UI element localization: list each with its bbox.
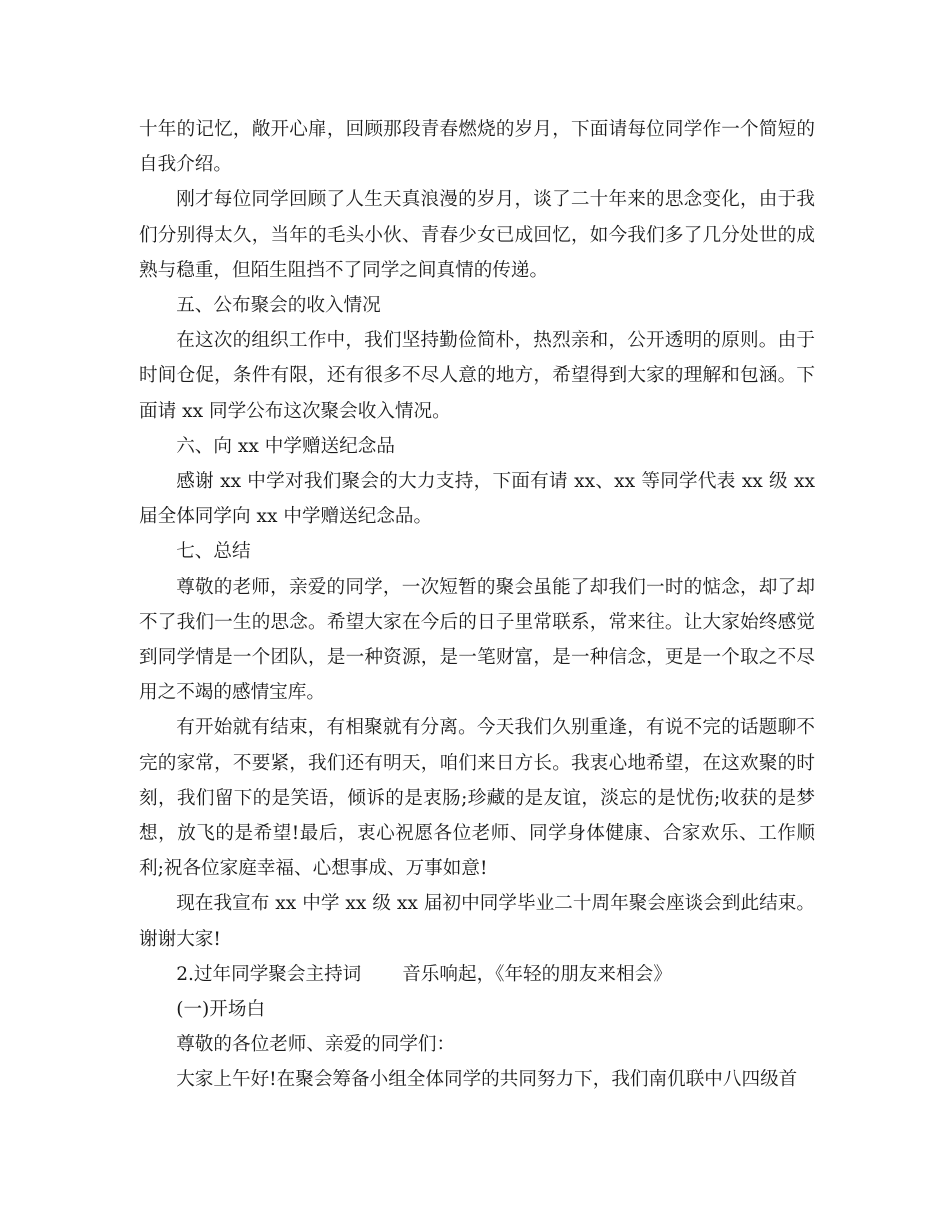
section-heading-income: 五、公布聚会的收入情况 — [176, 295, 381, 317]
paragraph-closing: 现在我宣布 xx 中学 xx 级 xx 届初中同学毕业二十周年聚会座谈会到此结束。谢谢大家! — [139, 893, 815, 950]
subsection-heading-opening: (一)开场白 — [176, 999, 266, 1021]
paragraph-greeting: 大家上午好!在聚会筹备小组全体同学的共同努力下，我们南仉联中八四级首 — [176, 1069, 798, 1091]
salutation-line: 尊敬的各位老师、亲爱的同学们： — [176, 1034, 456, 1056]
section-heading-summary: 七、总结 — [176, 541, 251, 563]
paragraph-summary: 尊敬的老师，亲爱的同学，一次短暂的聚会虽能了却我们一时的惦念，却了却不了我们一生的思念。希望大家在今后的日子里常联系，常来往。让大家始终感觉到同学情是一个团队，是一种资源，是一笔财富，是一种信念，更是一个取之不尽用之不竭的感情宝库。 — [139, 576, 815, 704]
section2-title-line — [139, 957, 815, 992]
paragraph-gift: 感谢 xx 中学对我们聚会的大力支持，下面有请 xx、xx 等同学代表 xx 级 xx 届全体同学向 xx 中学赠送纪念品。 — [139, 471, 815, 528]
section-heading-gift: 六、向 xx 中学赠送纪念品 — [176, 435, 395, 457]
paragraph-income: 在这次的组织工作中，我们坚持勤俭简朴，热烈亲和，公开透明的原则。由于时间仓促，条件有限，还有很多不尽人意的地方，希望得到大家的理解和包涵。下面请 xx 同学公布这次聚会收入情况。 — [139, 330, 815, 422]
paragraph-farewell: 有开始就有结束，有相聚就有分离。今天我们久别重逢，有说不完的话题聊不完的家常，不要紧，我们还有明天，咱们来日方长。我衷心地希望，在这欢聚的时刻，我们留下的是笑语，倾诉的是衷肠;珍藏的是友谊，淡忘的是忧伤;收获的是梦想，放飞的是希望!最后，衷心祝愿各位老师、同学身体健康、合家欢乐、工作顺利;祝各位家庭幸福、心想事成、万事如意! — [139, 717, 815, 880]
section2-title: 2.过年同学聚会主持词 — [176, 963, 362, 985]
paragraph-intro-continuation: 十年的记忆，敞开心扉，回顾那段青春燃烧的岁月，下面请每位同学作一个简短的自我介绍。 — [139, 119, 815, 176]
document-body — [139, 112, 815, 1098]
paragraph-self-introduction: 刚才每位同学回顾了人生天真浪漫的岁月，谈了二十年来的思念变化，由于我们分别得太久，当年的毛头小伙、青春少女已成回忆，如今我们多了几分处世的成熟与稳重，但陌生阻挡不了同学之间真情的传递。 — [139, 189, 815, 281]
section2-music-note: 音乐响起，《年轻的朋友来相会》 — [402, 963, 672, 985]
